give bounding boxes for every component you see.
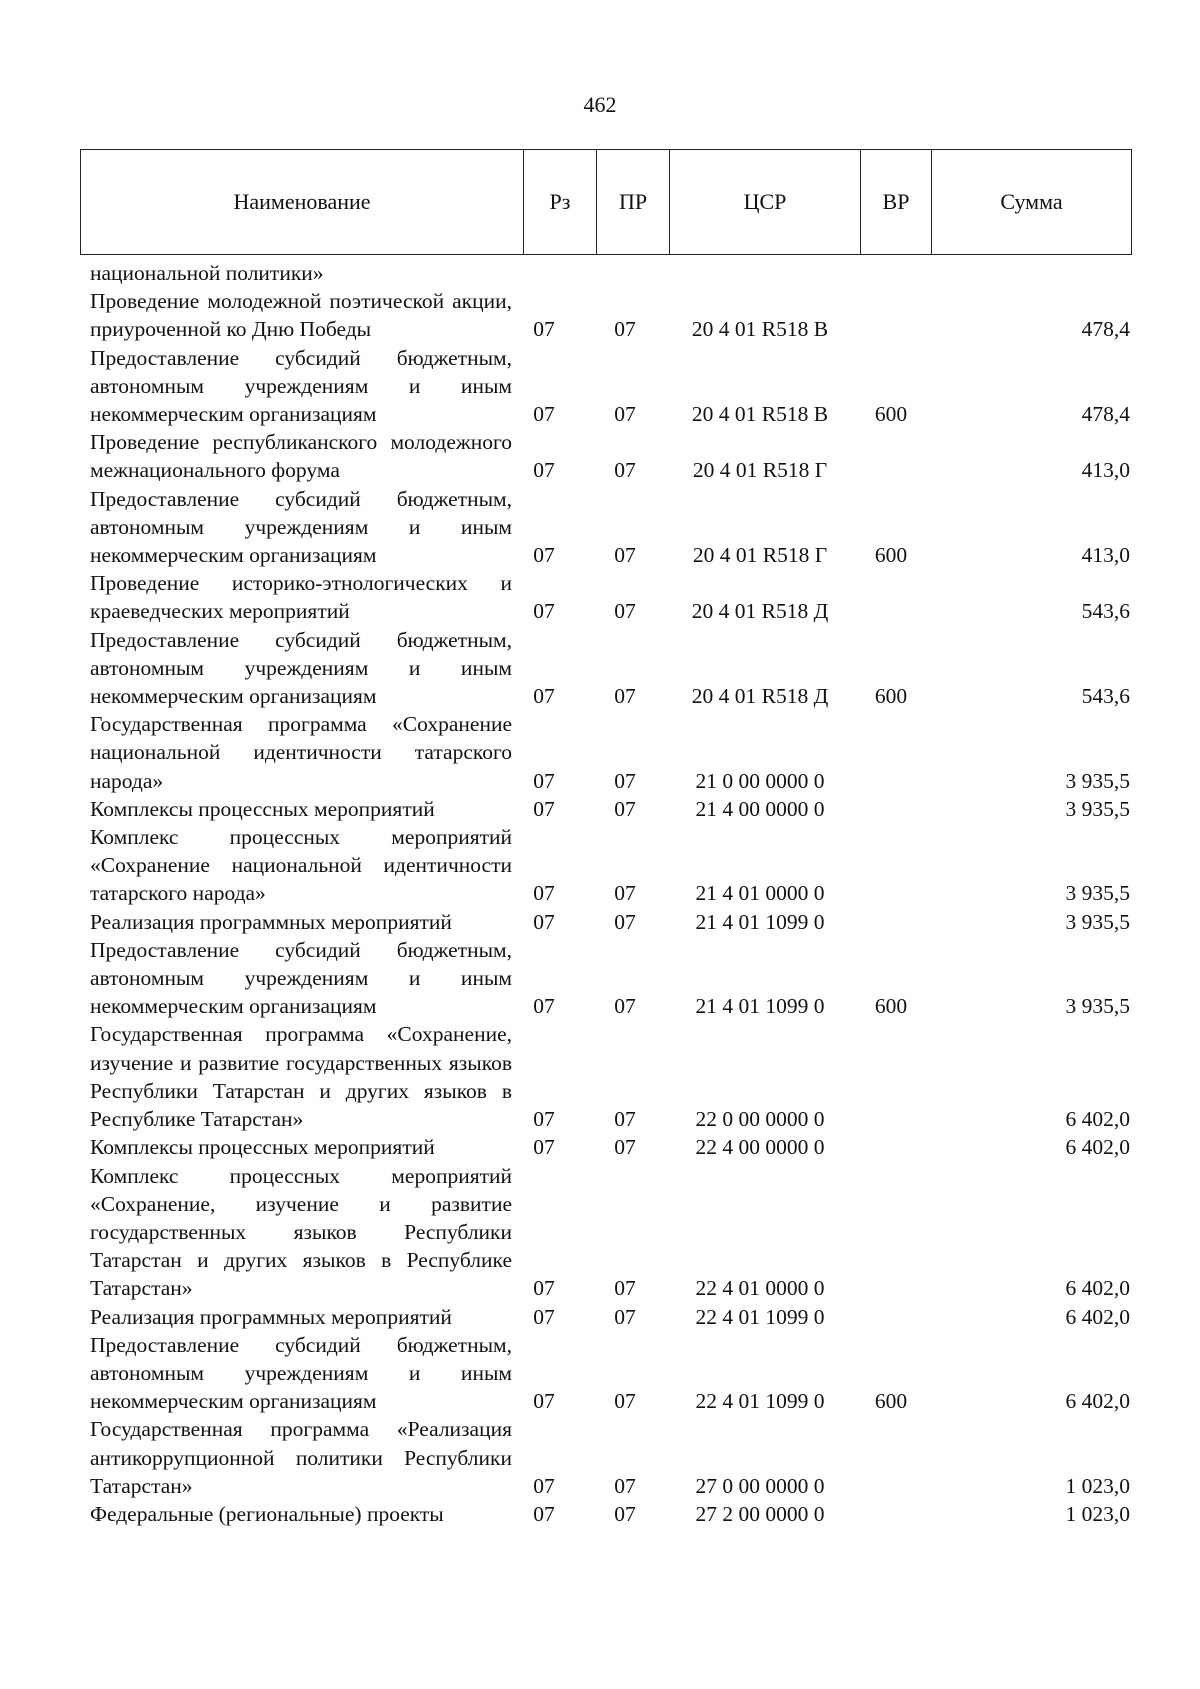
cell-name: Проведение историко-этнологических и краеведческих мероприятий	[90, 571, 512, 624]
cell-pr: 07	[614, 402, 636, 427]
cell-name: Комплексы процессных мероприятий	[90, 1135, 435, 1160]
cell-sum: 3 935,5	[1065, 768, 1130, 793]
page-number: 462	[583, 92, 617, 117]
cell-csr: 21 4 01 0000 0	[695, 881, 825, 906]
cell-sum: 3 935,5	[1065, 881, 1130, 906]
cell-sum: 1 023,0	[1065, 1501, 1130, 1526]
cell-rz: 07	[533, 1107, 555, 1132]
cell-pr: 07	[614, 768, 636, 793]
cell-name: Предоставление субсидий бюджетным, автономным учреждениям и иным некоммерческим организациям	[90, 1332, 512, 1414]
cell-csr: 22 0 00 0000 0	[695, 1107, 825, 1132]
table-row	[90, 344, 1130, 429]
cell-pr: 07	[614, 881, 636, 906]
header-name: Наименование	[81, 150, 524, 254]
cell-csr: 20 4 01 R518 В	[691, 402, 829, 427]
cell-csr: 20 4 01 R518 Г	[692, 458, 828, 483]
cell-vr: 600	[874, 1389, 908, 1414]
table-row	[90, 1020, 1130, 1133]
cell-rz: 07	[533, 458, 555, 483]
cell-csr: 21 4 00 0000 0	[695, 796, 825, 821]
cell-name: национальной политики»	[90, 261, 324, 285]
cell-rz: 07	[533, 1304, 555, 1329]
cell-sum: 6 402,0	[1065, 1135, 1130, 1160]
cell-vr: 600	[874, 543, 908, 568]
cell-pr: 07	[614, 1389, 636, 1414]
cell-rz: 07	[533, 1473, 555, 1498]
cell-csr: 21 4 01 1099 0	[695, 909, 825, 934]
cell-sum: 3 935,5	[1065, 796, 1130, 821]
table-row	[90, 485, 1130, 570]
cell-pr: 07	[614, 994, 636, 1019]
cell-rz: 07	[533, 543, 555, 568]
cell-rz: 07	[533, 768, 555, 793]
cell-name: Проведение молодежной поэтической акции, приуроченной ко Дню Победы	[90, 289, 512, 342]
cell-name: Предоставление субсидий бюджетным, автономным учреждениям и иным некоммерческим организациям	[90, 937, 512, 1019]
table-row	[90, 259, 1130, 287]
cell-csr: 20 4 01 R518 Д	[691, 599, 829, 624]
table-row	[90, 1415, 1130, 1500]
table-row	[90, 428, 1130, 484]
table-row	[90, 908, 1130, 936]
cell-rz: 07	[533, 317, 555, 342]
cell-name: Проведение республиканского молодежного межнационального форума	[90, 430, 512, 483]
cell-csr: 20 4 01 R518 Д	[691, 684, 829, 709]
cell-sum: 413,0	[1081, 543, 1130, 568]
table-row	[90, 936, 1130, 1021]
cell-csr: 22 4 01 1099 0	[695, 1304, 825, 1329]
cell-pr: 07	[614, 1501, 636, 1526]
cell-sum: 3 935,5	[1065, 994, 1130, 1019]
cell-name: Государственная программа «Сохранение, изучение и развитие государственных языков Республики Татарстан и других языков в Республике Татарстан»	[90, 1022, 512, 1132]
cell-name: Комплекс процессных мероприятий «Сохранение, изучение и развитие государственных языков Республики Татарстан и других языков в Республике Татарстан»	[90, 1163, 512, 1301]
cell-csr: 27 2 00 0000 0	[695, 1501, 825, 1526]
cell-csr: 21 4 01 1099 0	[695, 994, 825, 1019]
cell-csr: 22 4 00 0000 0	[695, 1135, 825, 1160]
cell-name: Федеральные (региональные) проекты	[90, 1501, 444, 1526]
cell-csr: 20 4 01 R518 В	[691, 317, 829, 342]
cell-rz: 07	[533, 684, 555, 709]
cell-name: Комплекс процессных мероприятий «Сохранение национальной идентичности татарского народа»	[90, 825, 512, 906]
cell-pr: 07	[614, 599, 636, 624]
cell-pr: 07	[614, 684, 636, 709]
table-body	[90, 259, 1130, 1528]
cell-vr: 600	[874, 402, 908, 427]
cell-pr: 07	[614, 543, 636, 568]
table-header	[80, 149, 1132, 255]
header-vr: ВР	[861, 150, 932, 254]
cell-sum: 3 935,5	[1065, 909, 1130, 934]
cell-name: Комплексы процессных мероприятий	[90, 796, 435, 821]
cell-vr: 600	[874, 684, 908, 709]
table-row	[90, 569, 1130, 625]
cell-sum: 413,0	[1081, 458, 1130, 483]
cell-name: Предоставление субсидий бюджетным, автономным учреждениям и иным некоммерческим организациям	[90, 627, 512, 709]
table-row	[90, 795, 1130, 823]
table-row	[90, 823, 1130, 908]
cell-pr: 07	[614, 796, 636, 821]
cell-pr: 07	[614, 458, 636, 483]
cell-vr: 600	[874, 994, 908, 1019]
cell-csr: 22 4 01 0000 0	[695, 1276, 825, 1301]
cell-csr: 21 0 00 0000 0	[695, 768, 825, 793]
table-row	[90, 626, 1130, 711]
cell-rz: 07	[533, 1135, 555, 1160]
cell-name: Реализация программных мероприятий	[90, 1304, 452, 1329]
cell-rz: 07	[533, 881, 555, 906]
table-row	[90, 710, 1130, 795]
cell-sum: 478,4	[1081, 402, 1130, 427]
table-row	[90, 1162, 1130, 1303]
header-sum: Сумма	[1000, 189, 1063, 214]
cell-rz: 07	[533, 1276, 555, 1301]
cell-name: Государственная программа «Реализация антикоррупционной политики Республики Татарстан»	[90, 1417, 512, 1498]
table-row	[90, 1500, 1130, 1528]
cell-pr: 07	[614, 1304, 636, 1329]
table-row	[90, 1331, 1130, 1416]
cell-name: Реализация программных мероприятий	[90, 909, 452, 934]
header-rz: Рз	[524, 150, 597, 254]
cell-sum: 543,6	[1081, 599, 1130, 624]
cell-csr: 27 0 00 0000 0	[695, 1473, 825, 1498]
cell-csr: 20 4 01 R518 Г	[692, 543, 828, 568]
cell-sum: 6 402,0	[1065, 1107, 1130, 1132]
cell-pr: 07	[614, 1276, 636, 1301]
cell-pr: 07	[614, 909, 636, 934]
cell-pr: 07	[614, 317, 636, 342]
cell-name: Государственная программа «Сохранение национальной идентичности татарского народа»	[90, 712, 512, 793]
cell-sum: 6 402,0	[1065, 1304, 1130, 1329]
cell-sum: 6 402,0	[1065, 1276, 1130, 1301]
cell-rz: 07	[533, 599, 555, 624]
cell-pr: 07	[614, 1135, 636, 1160]
cell-pr: 07	[614, 1473, 636, 1498]
cell-pr: 07	[614, 1107, 636, 1132]
cell-rz: 07	[533, 909, 555, 934]
cell-rz: 07	[533, 796, 555, 821]
cell-rz: 07	[533, 994, 555, 1019]
cell-sum: 543,6	[1081, 684, 1130, 709]
cell-csr: 22 4 01 1099 0	[695, 1389, 825, 1414]
cell-name: Предоставление субсидий бюджетным, автономным учреждениям и иным некоммерческим организациям	[90, 486, 512, 568]
table-row	[90, 287, 1130, 343]
cell-name: Предоставление субсидий бюджетным, автономным учреждениям и иным некоммерческим организациям	[90, 345, 512, 427]
table-row	[90, 1303, 1130, 1331]
cell-sum: 1 023,0	[1065, 1473, 1130, 1498]
header-csr: ЦСР	[670, 150, 861, 254]
cell-rz: 07	[533, 402, 555, 427]
cell-rz: 07	[533, 1389, 555, 1414]
header-pr: ПР	[597, 150, 670, 254]
cell-rz: 07	[533, 1501, 555, 1526]
cell-sum: 478,4	[1081, 317, 1130, 342]
table-row	[90, 1133, 1130, 1161]
cell-sum: 6 402,0	[1065, 1389, 1130, 1414]
